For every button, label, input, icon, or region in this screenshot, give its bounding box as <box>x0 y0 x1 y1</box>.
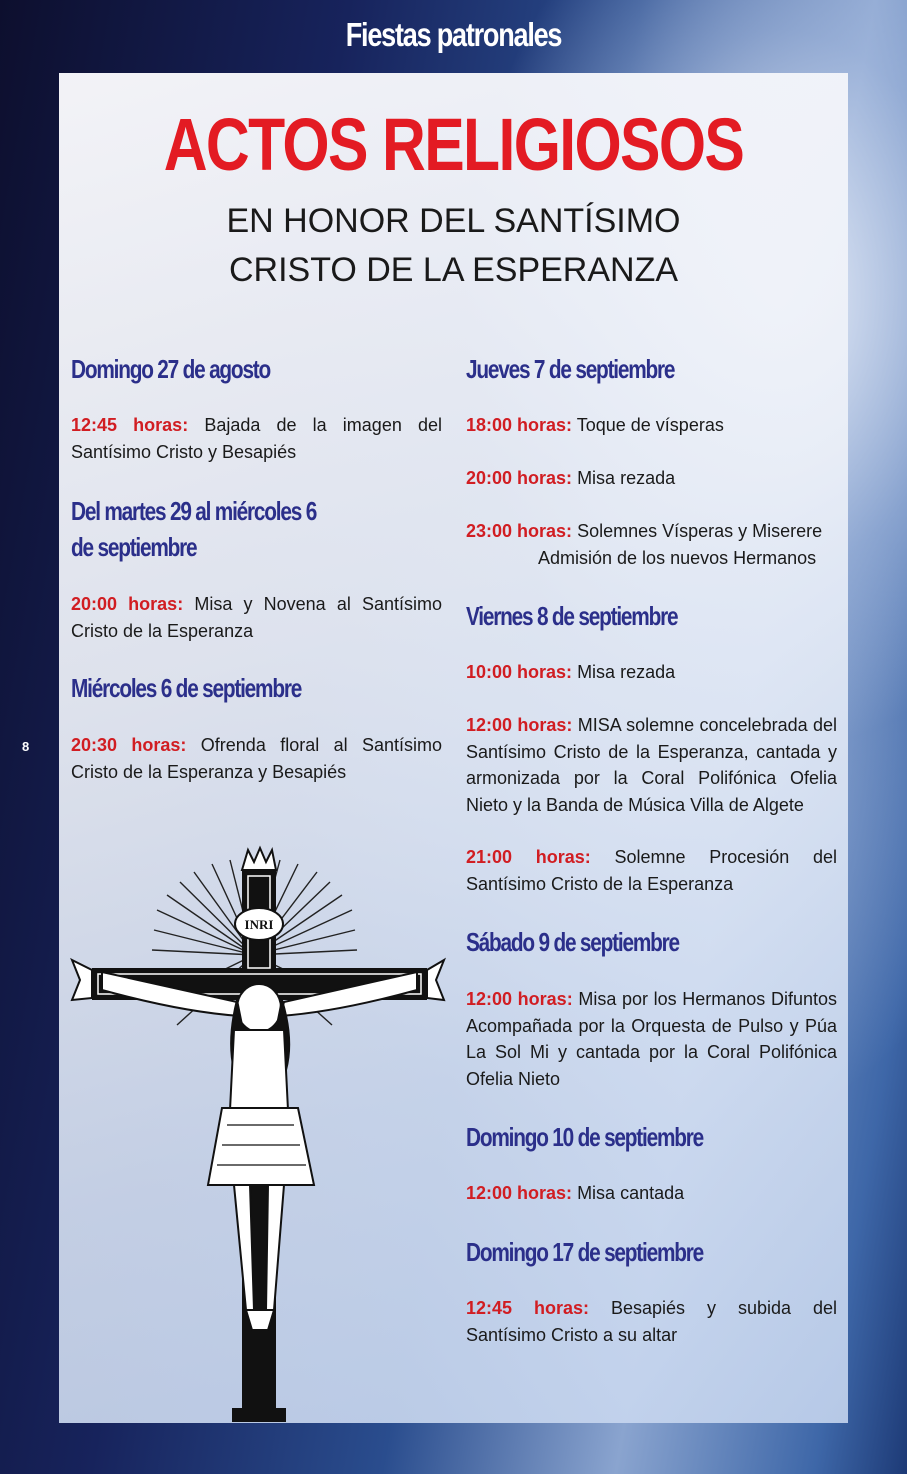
event-entry <box>71 732 442 785</box>
crucifix-illustration <box>62 840 454 1425</box>
event-text: Misa por los Hermanos Difuntos Acompañada por la Orquesta de Pulso y Púa La Sol Mi y cantada por la Coral Polifónica Ofelia Nieto <box>466 989 837 1089</box>
event-text: Solemnes Vísperas y Miserere <box>572 521 823 541</box>
cross-base <box>232 1408 286 1422</box>
event-extra: Admisión de los nuevos Hermanos <box>538 547 817 568</box>
event-entry <box>466 659 837 686</box>
event-entry <box>466 518 837 571</box>
header-title: Fiestas patronales <box>345 16 562 53</box>
event-text: Misa y Novena al Santísimo Cristo de la Esperanza <box>71 594 442 641</box>
date-heading: Domingo 27 de agosto <box>71 354 271 384</box>
event-time: 12:45 horas: <box>71 415 189 435</box>
event-text: Misa rezada <box>572 662 676 682</box>
event-time: 12:00 horas: <box>466 1183 573 1203</box>
event-time: 10:00 horas: <box>466 662 573 682</box>
date-heading: Viernes 8 de septiembre <box>466 601 678 631</box>
event-text: Misa rezada <box>572 468 676 488</box>
event-text: Ofrenda floral al Santísimo Cristo de la Esperanza y Besapiés <box>71 735 442 782</box>
date-heading: Jueves 7 de septiembre <box>466 354 675 384</box>
event-time: 20:30 horas: <box>71 735 187 755</box>
page-number: 8 <box>22 739 30 754</box>
date-heading: Miércoles 6 de septiembre <box>71 673 302 703</box>
subtitle-line-2: CRISTO DE LA ESPERANZA <box>228 251 679 289</box>
event-time: 12:45 horas: <box>466 1298 590 1318</box>
date-heading: Del martes 29 al miércoles 6 <box>71 496 317 526</box>
event-entry <box>71 412 442 465</box>
event-entry <box>466 844 837 897</box>
event-text: Toque de vísperas <box>572 415 724 435</box>
event-text: Misa cantada <box>572 1183 685 1203</box>
event-text: Bajada de la imagen del Santísimo Cristo y Besapiés <box>71 415 442 462</box>
event-time: 21:00 horas: <box>466 847 591 867</box>
event-entry <box>466 412 837 439</box>
event-time: 20:00 horas: <box>71 594 184 614</box>
event-text: MISA solemne concelebrada del Santísimo Cristo de la Esperanza, cantada y armonizada por la Coral Polifónica Ofelia Nieto y la Banda de Música Villa de Algete <box>466 715 837 815</box>
date-heading: Sábado 9 de septiembre <box>466 927 679 957</box>
event-time: 23:00 horas: <box>466 521 573 541</box>
inri-text: INRI <box>244 917 274 932</box>
event-entry <box>466 1295 837 1348</box>
subtitle-line-1: EN HONOR DEL SANTÍSIMO <box>226 202 681 240</box>
event-entry <box>466 1180 837 1207</box>
main-title: ACTOS RELIGIOSOS <box>163 103 744 186</box>
date-heading: Domingo 17 de septiembre <box>466 1237 704 1267</box>
date-heading: de septiembre <box>71 532 197 562</box>
event-entry <box>466 465 837 492</box>
event-time: 12:00 horas: <box>466 989 573 1009</box>
date-heading: Domingo 10 de septiembre <box>466 1122 704 1152</box>
cross-finial <box>242 848 276 870</box>
event-entry <box>466 712 837 818</box>
event-text: Besapiés y subida del Santísimo Cristo a su altar <box>466 1298 837 1345</box>
event-time: 20:00 horas: <box>466 468 573 488</box>
event-time: 12:00 horas: <box>466 715 573 735</box>
event-time: 18:00 horas: <box>466 415 573 435</box>
event-text: Solemne Procesión del Santísimo Cristo de la Esperanza <box>466 847 837 894</box>
event-entry <box>466 986 837 1092</box>
inri-plaque <box>235 908 283 940</box>
event-entry <box>71 591 442 644</box>
